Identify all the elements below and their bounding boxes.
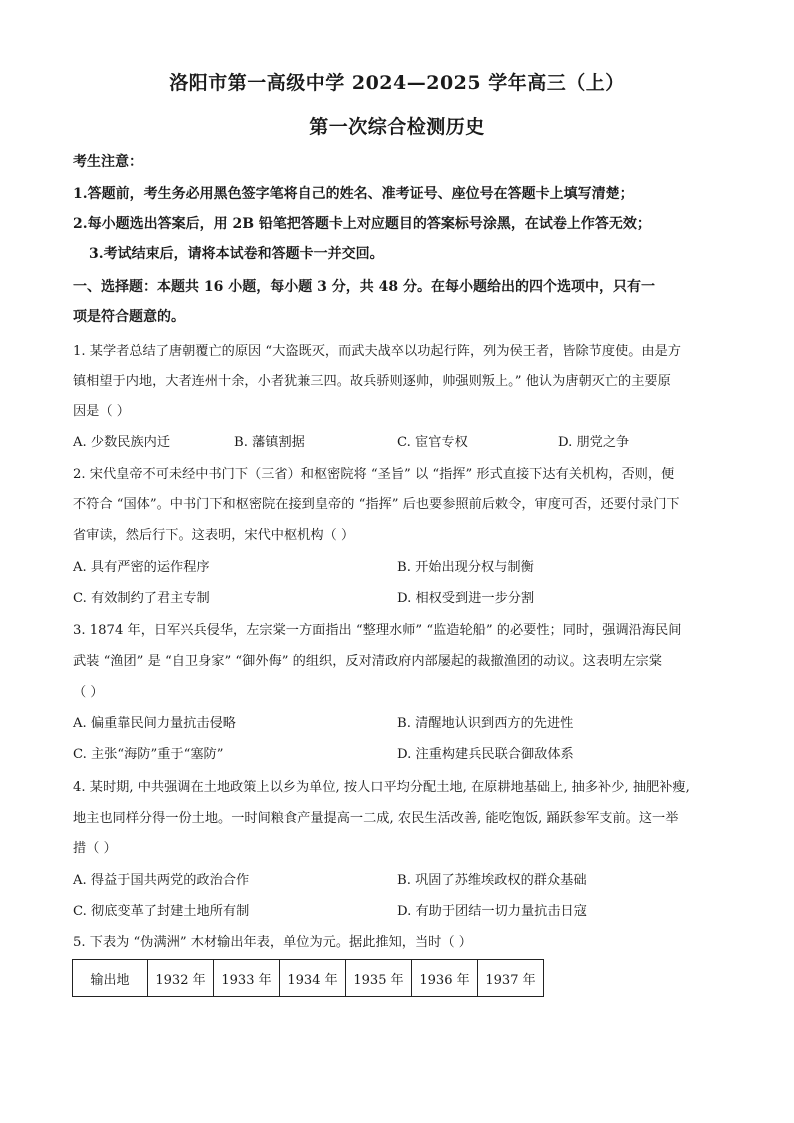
exam-subtitle: 第一次综合检测历史 <box>309 116 485 138</box>
question-4-option-a[interactable]: A. 得益于国共两党的政治合作 <box>73 873 250 888</box>
question-2-option-a[interactable]: A. 具有严密的运作程序 <box>73 560 210 575</box>
question-4-option-b[interactable]: B. 巩固了苏维埃政权的群众基础 <box>397 873 587 888</box>
exam-title: 洛阳市第一高级中学 2024—2025 学年高三（上） <box>169 72 625 94</box>
question-1-option-c[interactable]: C. 宦官专权 <box>397 435 468 450</box>
question-3-line-3: （ ） <box>73 685 104 700</box>
question-2-option-d[interactable]: D. 相权受到进一步分割 <box>397 591 535 606</box>
question-4-line-3: 措（ ） <box>73 841 117 856</box>
table-header-cell: 1936 年 <box>412 960 478 997</box>
table-header-cell: 1934 年 <box>280 960 346 997</box>
question-1-option-b[interactable]: B. 藩镇割据 <box>234 435 305 450</box>
question-2-line-1: 2. 宋代皇帝不可未经中书门下（三省）和枢密院将 “圣旨” 以 “指挥” 形式直接下达有关机构，否则，便 <box>73 467 675 482</box>
table-header-cell: 1933 年 <box>214 960 280 997</box>
question-1-line-2: 镇相望于内地，大者连州十余，小者犹兼三四。故兵骄则逐帅，帅强则叛上。” 他认为唐朝灭亡的主要原 <box>73 374 671 389</box>
question-4-line-1: 4. 某时期, 中共强调在土地政策上以乡为单位, 按人口平均分配土地, 在原耕地基础上, 抽多补少, 抽肥补瘦, <box>73 780 690 795</box>
question-1-option-d[interactable]: D. 朋党之争 <box>558 435 630 450</box>
question-1-line-3: 因是（ ） <box>73 404 130 419</box>
question-1-line-1: 1. 某学者总结了唐朝覆亡的原因 “大盗既灭，而武夫战卒以功起行阵，列为侯王者，皆除节度使。由是方 <box>73 344 681 359</box>
question-1-option-a[interactable]: A. 少数民族内迁 <box>73 435 171 450</box>
question-3-line-1: 3. 1874 年，日军兴兵侵华，左宗棠一方面指出 “整理水师” “监造轮船” 的必要性；同时，强调沿海民间 <box>73 623 682 638</box>
section-heading-cont: 项是符合题意的。 <box>73 309 185 325</box>
notice-item-3: 3.考试结束后，请将本试卷和答题卡一并交回。 <box>89 246 384 262</box>
section-heading: 一、选择题：本题共 16 小题，每小题 3 分，共 48 分。在每小题给出的四个选项中，只有一 <box>73 279 655 295</box>
question-4-option-d[interactable]: D. 有助于团结一切力量抗击日寇 <box>397 904 587 919</box>
timber-export-table <box>72 959 544 997</box>
notice-item-1: 1.答题前，考生务必用黑色签字笔将自己的姓名、准考证号、座位号在答题卡上填写清楚； <box>73 186 634 202</box>
question-2-line-3: 省审读，然后行下。这表明，宋代中枢机构（ ） <box>73 528 355 543</box>
table-header-cell: 1935 年 <box>346 960 412 997</box>
question-4-option-c[interactable]: C. 彻底变革了封建土地所有制 <box>73 904 250 919</box>
question-3-option-a[interactable]: A. 偏重靠民间力量抗击侵略 <box>73 716 236 731</box>
notice-heading: 考生注意： <box>73 154 143 170</box>
table-header-row <box>73 960 544 997</box>
question-3-line-2: 武装 “渔团” 是 “自卫身家” “御外侮” 的组织，反对清政府内部屡起的裁撤渔团的动议。这表明左宗棠 <box>73 654 662 669</box>
question-4-line-2: 地主也同样分得一份土地。一时间粮食产量提高一二成, 农民生活改善, 能吃饱饭, 踊跃参军支前。这一举 <box>73 811 679 826</box>
question-2-option-c[interactable]: C. 有效制约了君主专制 <box>73 591 210 606</box>
question-3-option-d[interactable]: D. 注重构建兵民联合御敌体系 <box>397 747 574 762</box>
question-2-option-b[interactable]: B. 开始出现分权与制衡 <box>397 560 534 575</box>
table-header-cell: 输出地 <box>73 960 148 997</box>
question-5-line-1: 5. 下表为 “伪满洲” 木材输出年表，单位为元。据此推知，当时（ ） <box>73 935 472 950</box>
notice-item-2: 2.每小题选出答案后，用 2B 铅笔把答题卡上对应题目的答案标号涂黑，在试卷上作答无效； <box>73 216 651 232</box>
table-header-cell: 1937 年 <box>478 960 544 997</box>
question-3-option-c[interactable]: C. 主张“海防”重于“塞防” <box>73 747 224 762</box>
table-header-cell: 1932 年 <box>148 960 214 997</box>
question-3-option-b[interactable]: B. 清醒地认识到西方的先进性 <box>397 716 574 731</box>
question-2-line-2: 不符合 “国体”。中书门下和枢密院在接到皇帝的 “指挥” 后也要参照前后敕令，审度可否，还要付录门下 <box>73 497 680 512</box>
